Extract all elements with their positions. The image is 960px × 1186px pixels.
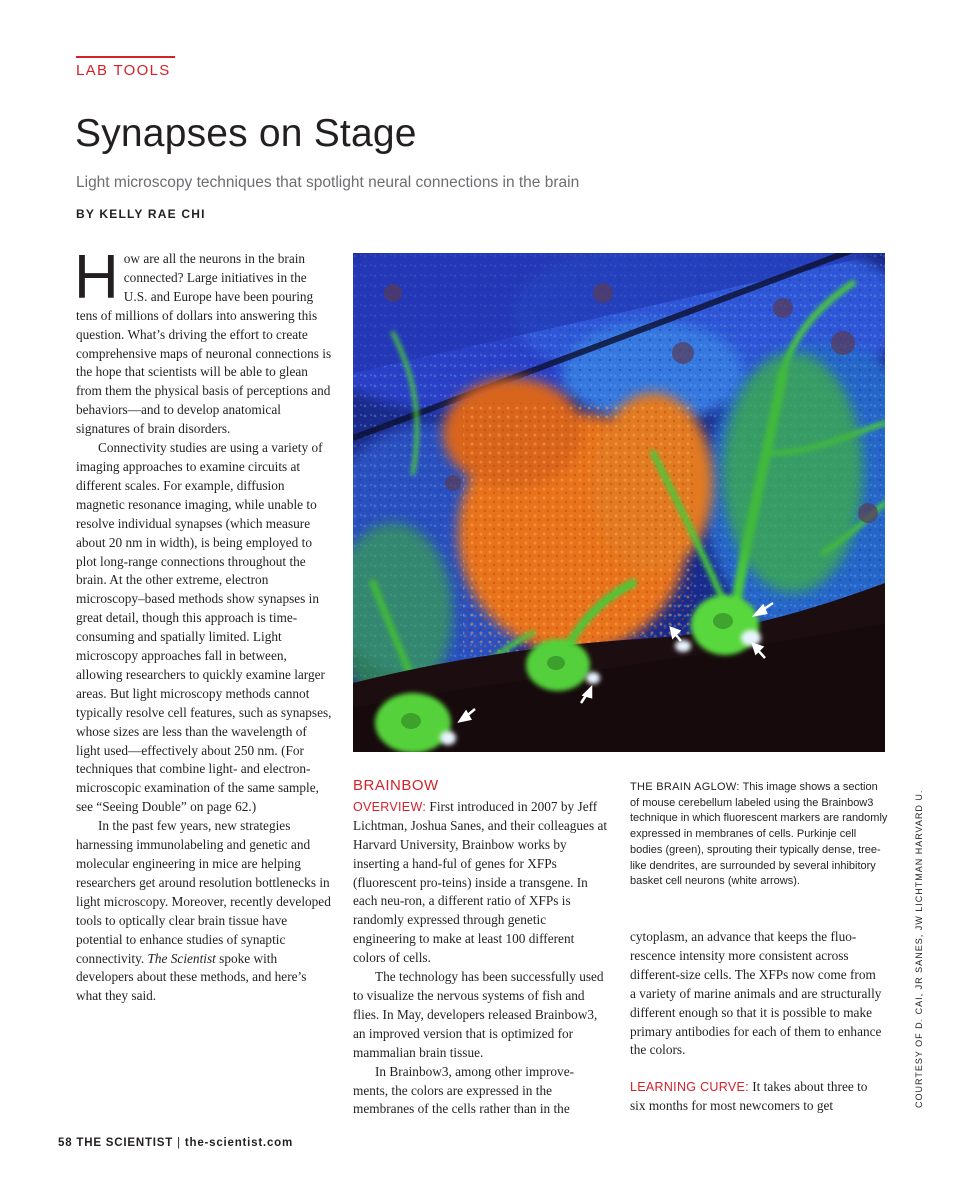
page-subtitle: Light microscopy techniques that spotlight neural connections in the brain (76, 174, 580, 191)
brainbow-micrograph (353, 253, 885, 752)
magazine-name: THE SCIENTIST (76, 1137, 174, 1149)
learning-curve-text: It takes about three to six months for most newcomers to get (630, 1079, 868, 1114)
overview-label: OVERVIEW: (353, 799, 427, 814)
overview-text: First introduced in 2007 by Jeff Lichtman, Joshua Sanes, and their colleagues at Harvard University, Brainbow works by inserting a hand-ful of genes for XFPs (fluorescent pro-teins) inside a transgene. In each neu-ron, a different ratio of XFPs is randomly expressed through genetic engineering to make at least 100 different colors of cells. (353, 798, 608, 966)
website-link[interactable]: the-scientist.com (184, 1137, 294, 1149)
strategies-text-end: spoke with developers about these methods, and here’s what they said. (76, 950, 307, 1004)
footer-separator: | (177, 1137, 181, 1149)
section-rule (76, 56, 175, 58)
learning-curve-label: LEARNING CURVE: (630, 1080, 749, 1095)
caption-text: This image shows a section of mouse cerebellum labeled using the Brainbow3 technique in which fluorescent markers are randomly expressed in membranes of cells. Purkinje cell bodies (green), sprouting their typically dense, tree-like dendrites, are surrounded by several inhibitory basket cell neurons (white arrows). (630, 781, 888, 888)
learning-curve-paragraph (630, 1078, 882, 1116)
article-column-3 (630, 928, 882, 1116)
brainbow-heading: BRAINBOW (353, 777, 439, 794)
drop-cap: H (74, 243, 119, 312)
micrograph-illustration (353, 253, 885, 752)
byline: BY KELLY RAE CHI (76, 207, 206, 221)
page-number: 58 (58, 1137, 73, 1149)
caption-heading: THE BRAIN AGLOW: (630, 781, 740, 793)
paragraph-cytoplasm: cytoplasm, an advance that keeps the fluo-rescence intensity more consistent across different-size cells. The XFPs now come from a variety of marine animals and are structurally different enough so that it is possible to make primary antibodies for each of them to enhance the colors. (630, 929, 882, 1058)
intro-paragraph (74, 243, 332, 439)
section-label: LAB TOOLS (76, 62, 171, 79)
page-title: Synapses on Stage (75, 112, 417, 155)
publication-name: The Scientist (147, 950, 216, 966)
paragraph-strategies (76, 817, 332, 1006)
intro-text: ow are all the neurons in the brain connected? Large initiatives in the U.S. and Europe have been pouring tens of millions of dollars into answering this question. What’s driving the effort to create comprehensive maps of neuronal connections is the hope that scientists will be able to glean from them the physical basis of perceptions and behaviors—and to develop anatomical signatures of brain disorders. (76, 251, 332, 437)
article-column-1 (74, 243, 332, 1006)
paragraph-connectivity: Connectivity studies are using a variety of imaging approaches to examine circuits at different scales. For example, diffusion magnetic resonance imaging, while unable to resolve individual synapses (which measure about 20 nm in width), is being employed to plot long-range connections throughout the brain. At the other extreme, electron microscopy–based methods show synapses in great detail, though this approach is time-consuming and spatially limited. Light microscopy approaches fall in between, allowing researchers to quickly examine larger areas. But light microscopy methods cannot typically resolve cell features, such as synapses, whose sizes are less than the wavelength of light used—effectively about 250 nm. (For techniques that combine light- and electron-microscopic examination of the same sample, see “Seeing Double” on page 62.) (76, 440, 332, 815)
article-column-2 (353, 777, 609, 1119)
photo-credit: COURTESY OF D. CAI, JR SANES, JW LICHTMAN HARVARD U. (914, 789, 924, 1108)
strategies-text: In the past few years, new strategies harnessing immunolabeling and genetic and molecular engineering in mice are helping researchers get around resolution bottlenecks in light microscopy. Moreover, recently developed tools to optically clear brain tissue have potential to enhance studies of synaptic connectivity. (76, 818, 331, 966)
page-footer (58, 1137, 293, 1149)
image-caption (630, 780, 888, 890)
paragraph-technology: The technology has been successfully used to visualize the nervous systems of fish and flies. In May, developers released Brainbow3, an improved version that is optimized for mammalian brain tissue. (353, 969, 604, 1060)
paragraph-brainbow3: In Brainbow3, among other improve-ments, the colors are expressed in the membranes of the cells rather than in the (353, 1063, 575, 1117)
overview-paragraph (353, 798, 609, 968)
